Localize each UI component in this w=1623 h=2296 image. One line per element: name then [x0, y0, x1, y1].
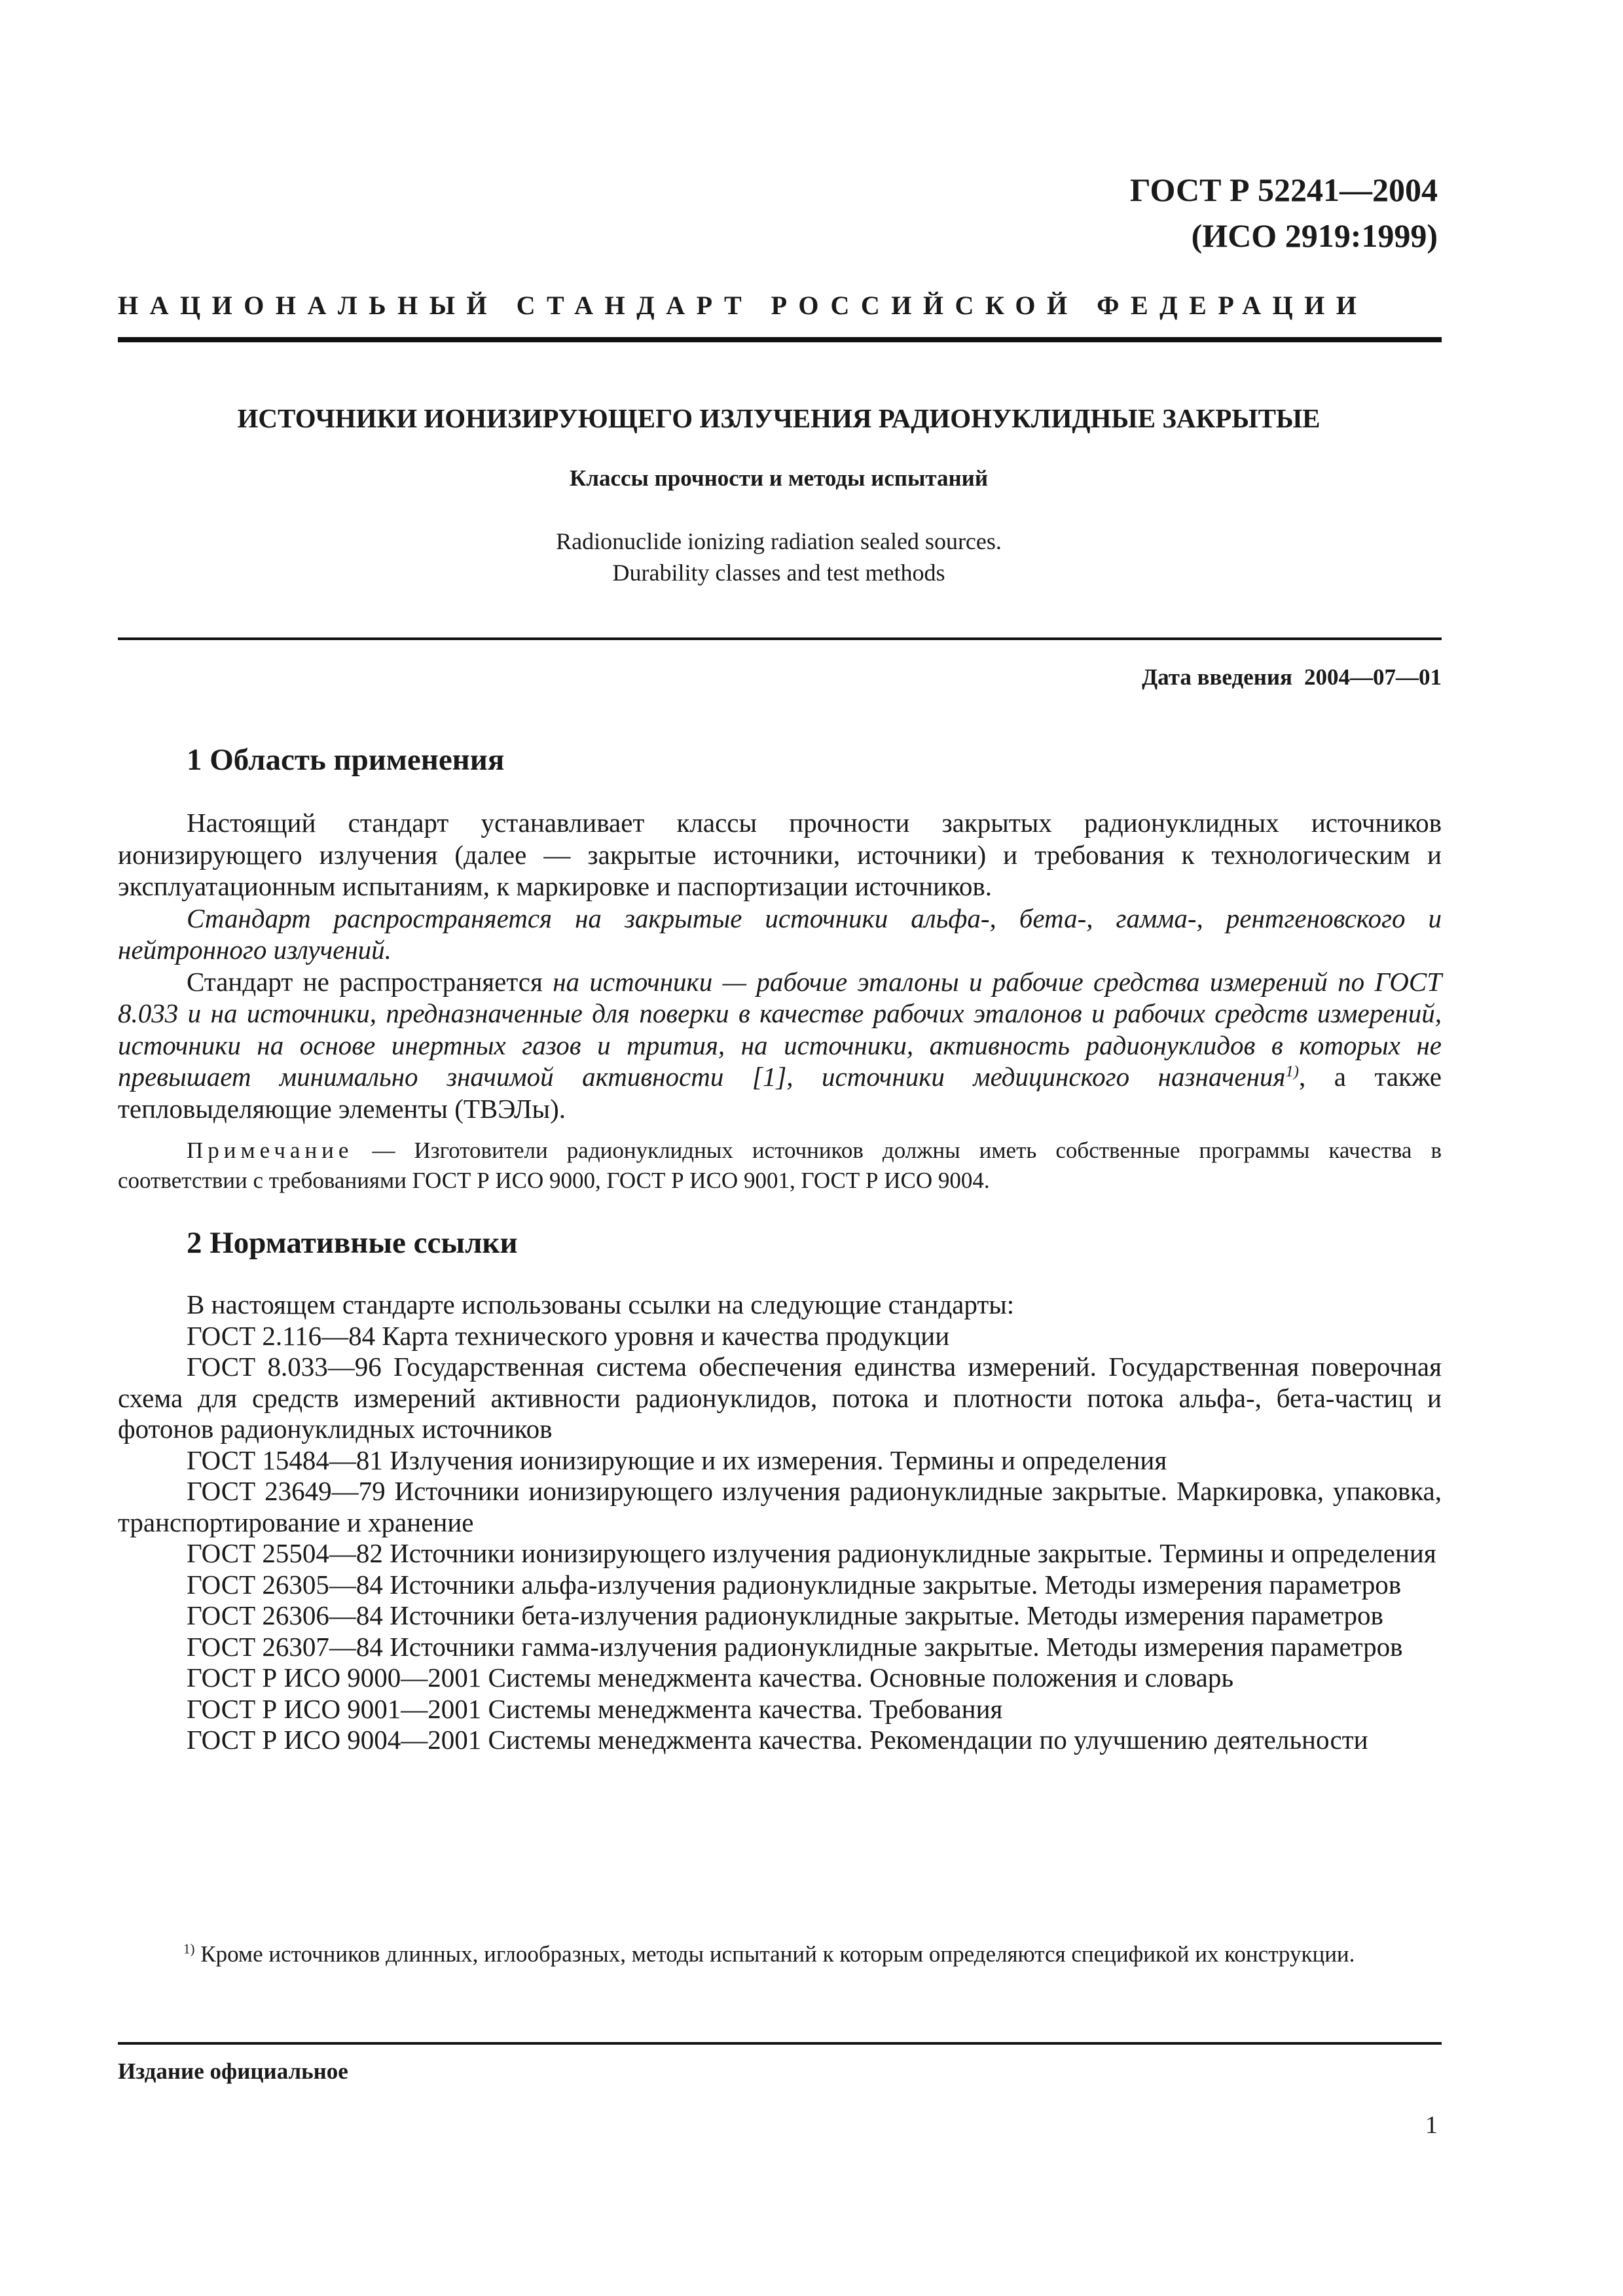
english-title-line1: Radionuclide ionizing radiation sealed sources.: [556, 528, 1002, 554]
section-1-paragraph-2: Стандарт распространяется на закрытые источники альфа-, бета-, гамма-, рентгеновского и нейтронного излучений.: [118, 903, 1442, 965]
reference-item: ГОСТ 8.033—96 Государственная система обеспечения единства измерений. Государственная поверочная схема для средств измерений активности радионуклидов, потока и плотности потока альфа-, бета-частиц и фотонов радионуклидных источников: [118, 1352, 1442, 1444]
para3-italic: на источники — рабочие эталоны и рабочие средства измерений по ГОСТ 8.033 и на источники, предназначенные для поверки в качестве рабочих эталонов и рабочих средств измерений, источники на основе инертных газов и трития, на источники, активность радионуклидов в которых не превышает минимально значимой активности [1], источники медицинского назначения: [118, 966, 1442, 1092]
reference-item: ГОСТ Р ИСО 9001—2001 Системы менеджмента качества. Требования: [187, 1693, 1003, 1724]
reference-item: ГОСТ Р ИСО 9000—2001 Системы менеджмента качества. Основные положения и словарь: [187, 1662, 1234, 1693]
reference-item: ГОСТ 26305—84 Источники альфа-излучения радионуклидные закрытые. Методы измерения параметров: [187, 1569, 1402, 1600]
title-rule: [118, 637, 1442, 640]
references-intro: В настоящем стандарте использованы ссылки на следующие стандарты:: [187, 1289, 1015, 1319]
introduction-date-label: Дата введения: [1142, 664, 1292, 690]
footnote: [118, 1939, 1442, 1969]
page-number: 1: [1425, 2111, 1438, 2139]
note-text: — Изготовители радионуклидных источников должны иметь собственные программы качества в соответствии с требованиями ГОСТ Р ИСО 9000, ГОСТ Р ИСО 9001, ГОСТ Р ИСО 9004.: [118, 1138, 1442, 1193]
english-title: [0, 526, 1558, 588]
section-2-heading: 2 Нормативные ссылки: [187, 1226, 518, 1260]
header-rule: [118, 337, 1442, 342]
section-1-note: [118, 1136, 1442, 1196]
standard-designation: [1130, 167, 1438, 259]
reference-item: ГОСТ 23649—79 Источники ионизирующего излучения радионуклидные закрытые. Маркировка, упаковка, транспортирование и хранение: [118, 1476, 1442, 1537]
section-1-paragraph-1: Настоящий стандарт устанавливает классы прочности закрытых радионуклидных источников ионизирующего излучения (далее — закрытые источники, источники) и требования к технологическим и эксплуатационным испытаниям, к маркировке и паспортизации источников.: [118, 808, 1442, 901]
footnote-ref-1: 1): [1285, 1062, 1299, 1081]
reference-item: ГОСТ 26307—84 Источники гамма-излучения радионуклидные закрытые. Методы измерения параметров: [187, 1631, 1403, 1662]
section-1-body: [118, 807, 1442, 1124]
reference-item: ГОСТ 2.116—84 Карта технического уровня и качества продукции: [187, 1320, 950, 1351]
section-1-paragraph-3: [118, 966, 1442, 1125]
footer-rule: [118, 2042, 1442, 2045]
introduction-date-value: 2004—07—01: [1304, 664, 1442, 690]
footnote-marker: 1): [183, 1941, 195, 1957]
reference-item: ГОСТ 25504—82 Источники ионизирующего излучения радионуклидные закрытые. Термины и определения: [187, 1538, 1436, 1568]
designation-gost: ГОСТ Р 52241—2004: [1129, 171, 1438, 208]
document-title: ИСТОЧНИКИ ИОНИЗИРУЮЩЕГО ИЗЛУЧЕНИЯ РАДИОНУКЛИДНЫЕ ЗАКРЫТЫЕ: [237, 403, 1321, 433]
section-1-heading: 1 Область применения: [187, 743, 505, 777]
document-subtitle: Классы прочности и методы испытаний: [569, 465, 989, 491]
reference-item: ГОСТ 26306—84 Источники бета-излучения радионуклидные закрытые. Методы измерения параметров: [187, 1600, 1383, 1630]
note-label: Примечание: [187, 1138, 354, 1163]
reference-item: ГОСТ Р ИСО 9004—2001 Системы менеджмента качества. Рекомендации по улучшению деятельности: [187, 1725, 1368, 1755]
national-standard-title: НАЦИОНАЛЬНЫЙ СТАНДАРТ РОССИЙСКОЙ ФЕДЕРАЦИИ: [118, 291, 1368, 320]
official-edition-label: Издание официальное: [118, 2058, 348, 2084]
footnote-text: Кроме источников длинных, иглообразных, методы испытаний к которым определяются спецификой их конструкции.: [194, 1941, 1355, 1967]
introduction-date: [1142, 664, 1442, 691]
normative-references: [118, 1289, 1442, 1756]
para3-end: , а также тепловыделяющие элементы (ТВЭЛы).: [118, 1062, 1442, 1124]
english-title-line2: Durability classes and test methods: [612, 560, 945, 586]
reference-item: ГОСТ 15484—81 Излучения ионизирующие и их измерения. Термины и определения: [187, 1444, 1167, 1475]
designation-iso: (ИСО 2919:1999): [1191, 217, 1438, 254]
para3-start: Стандарт не распространяется: [187, 966, 543, 997]
